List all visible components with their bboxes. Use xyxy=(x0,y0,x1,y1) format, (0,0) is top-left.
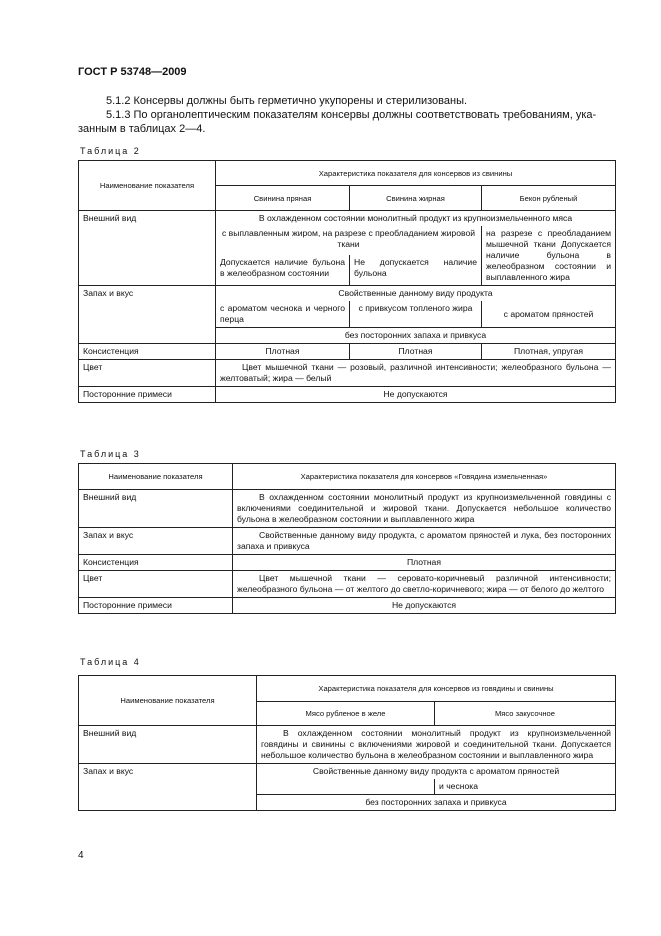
table2-subheader-2: Свинина жирная xyxy=(350,186,482,211)
table3-appearance-value: В охлажденном состоянии монолитный продукт из крупноизмельченной говядины с включениями соединительной и жировой ткани. Допускается небольшое количество бульона в желеобразном состоянии и выплавленного жира xyxy=(233,490,616,528)
paragraph-5-1-2: 5.1.2 Консервы должны быть герметично укупорены и стерилизованы. xyxy=(106,95,468,107)
table4-smell-2: и чеснока xyxy=(435,779,616,795)
table3-color-value: Цвет мышечной ткани — серовато-коричневый различной интенсивности; желеобразного бульона — от желтого до светло-коричневого; жира — от белого до желтого xyxy=(233,571,616,598)
table3-col-name: Наименование показателя xyxy=(79,464,233,490)
table4-smell-common: Свойственные данному виду продукта с ароматом пряностей xyxy=(257,764,616,780)
table4-smell-bottom: без посторонних запаха и привкуса xyxy=(257,795,616,811)
table2-consistency-name: Консистенция xyxy=(79,344,216,360)
table3-col-value: Характеристика показателя для консервов «Говядина измельченная» xyxy=(233,464,616,490)
table2-caption: Таблица 2 xyxy=(80,146,141,156)
table2-appearance-bouillon-1: Допускается наличие бульона в желеобразном состоянии xyxy=(216,255,350,285)
table2-smell-3: с ароматом пряностей xyxy=(482,301,616,328)
table4-smell-name: Запах и вкус xyxy=(79,764,257,811)
table4-group-header: Характеристика показателя для консервов из говядины и свинины xyxy=(257,676,616,702)
table2-consistency-3: Плотная, упругая xyxy=(482,344,616,360)
table2-group-header: Характеристика показателя для консервов из свинины xyxy=(216,161,616,186)
table3-smell-name: Запах и вкус xyxy=(79,528,233,555)
table4-subheader-1: Мясо рубленое в желе xyxy=(257,702,435,726)
table2-impurities-value: Не допускаются xyxy=(216,387,616,403)
table2-smell-2: с привкусом топленого жира xyxy=(350,301,482,328)
table-2 xyxy=(78,160,616,403)
table2-smell-1: с ароматом чеснока и черного перца xyxy=(216,301,350,328)
table2-color-name: Цвет xyxy=(79,360,216,387)
table2-color-value: Цвет мышечной ткани — розовый, различной интенсивности; желеобразного бульона — желтоватый; жира — белый xyxy=(216,360,616,387)
table4-appearance-value: В охлажденном состоянии монолитный продукт из крупноизмельченной говядины и свинины с включениями жировой и соединительной ткани. Допускается небольшое количество бульона в желеобразном состоянии и выплавленного жира xyxy=(257,726,616,764)
table2-smell-name: Запах и вкус xyxy=(79,286,216,344)
table3-consistency-value: Плотная xyxy=(233,555,616,571)
table2-smell-bottom: без посторонних запаха и привкуса xyxy=(216,328,616,344)
table3-caption: Таблица 3 xyxy=(80,449,141,459)
table2-appearance-bouillon-2: Не допускается наличие бульона xyxy=(350,255,482,285)
table4-col-name: Наименование показателя xyxy=(79,676,257,726)
table2-impurities-name: Посторонние примеси xyxy=(79,387,216,403)
table2-col-name: Наименование показателя xyxy=(79,161,216,211)
table-4 xyxy=(78,675,616,811)
table2-consistency-1: Плотная xyxy=(216,344,350,360)
table2-appearance-name: Внешний вид xyxy=(79,211,216,286)
table2-appearance-common: В охлажденном состоянии монолитный продукт из крупноизмельченного мяса xyxy=(216,211,616,227)
document-header: ГОСТ Р 53748—2009 xyxy=(78,66,187,78)
table4-appearance-name: Внешний вид xyxy=(79,726,257,764)
page-number: 4 xyxy=(78,850,84,861)
paragraph-5-1-3-line1: 5.1.3 По органолептическим показателям консервы должны соответствовать требованиям, ука- xyxy=(106,109,597,121)
table2-appearance-fat: с выплавленным жиром, на разрезе с преобладанием жировой ткани xyxy=(216,226,482,255)
table3-appearance-name: Внешний вид xyxy=(79,490,233,528)
table2-appearance-bacon: на разрезе с преобладанием мышечной ткани Допускается наличие бульона в желеобразном состоянии и выплавленного жира xyxy=(482,226,616,286)
table4-subheader-2: Мясо закусочное xyxy=(435,702,616,726)
table3-consistency-name: Консистенция xyxy=(79,555,233,571)
table3-smell-value: Свойственные данному виду продукта, с ароматом пряностей и лука, без посторонних запаха и привкуса xyxy=(233,528,616,555)
paragraph-5-1-3-line2: занным в таблицах 2—4. xyxy=(78,123,206,135)
table-3 xyxy=(78,463,616,614)
table2-subheader-1: Свинина пряная xyxy=(216,186,350,211)
table2-subheader-3: Бекон рубленый xyxy=(482,186,616,211)
table4-caption: Таблица 4 xyxy=(80,657,141,667)
table2-smell-common: Свойственные данному виду продукта xyxy=(216,286,616,302)
table3-impurities-value: Не допускаются xyxy=(233,598,616,614)
table3-impurities-name: Посторонние примеси xyxy=(79,598,233,614)
table2-consistency-2: Плотная xyxy=(350,344,482,360)
table3-color-name: Цвет xyxy=(79,571,233,598)
